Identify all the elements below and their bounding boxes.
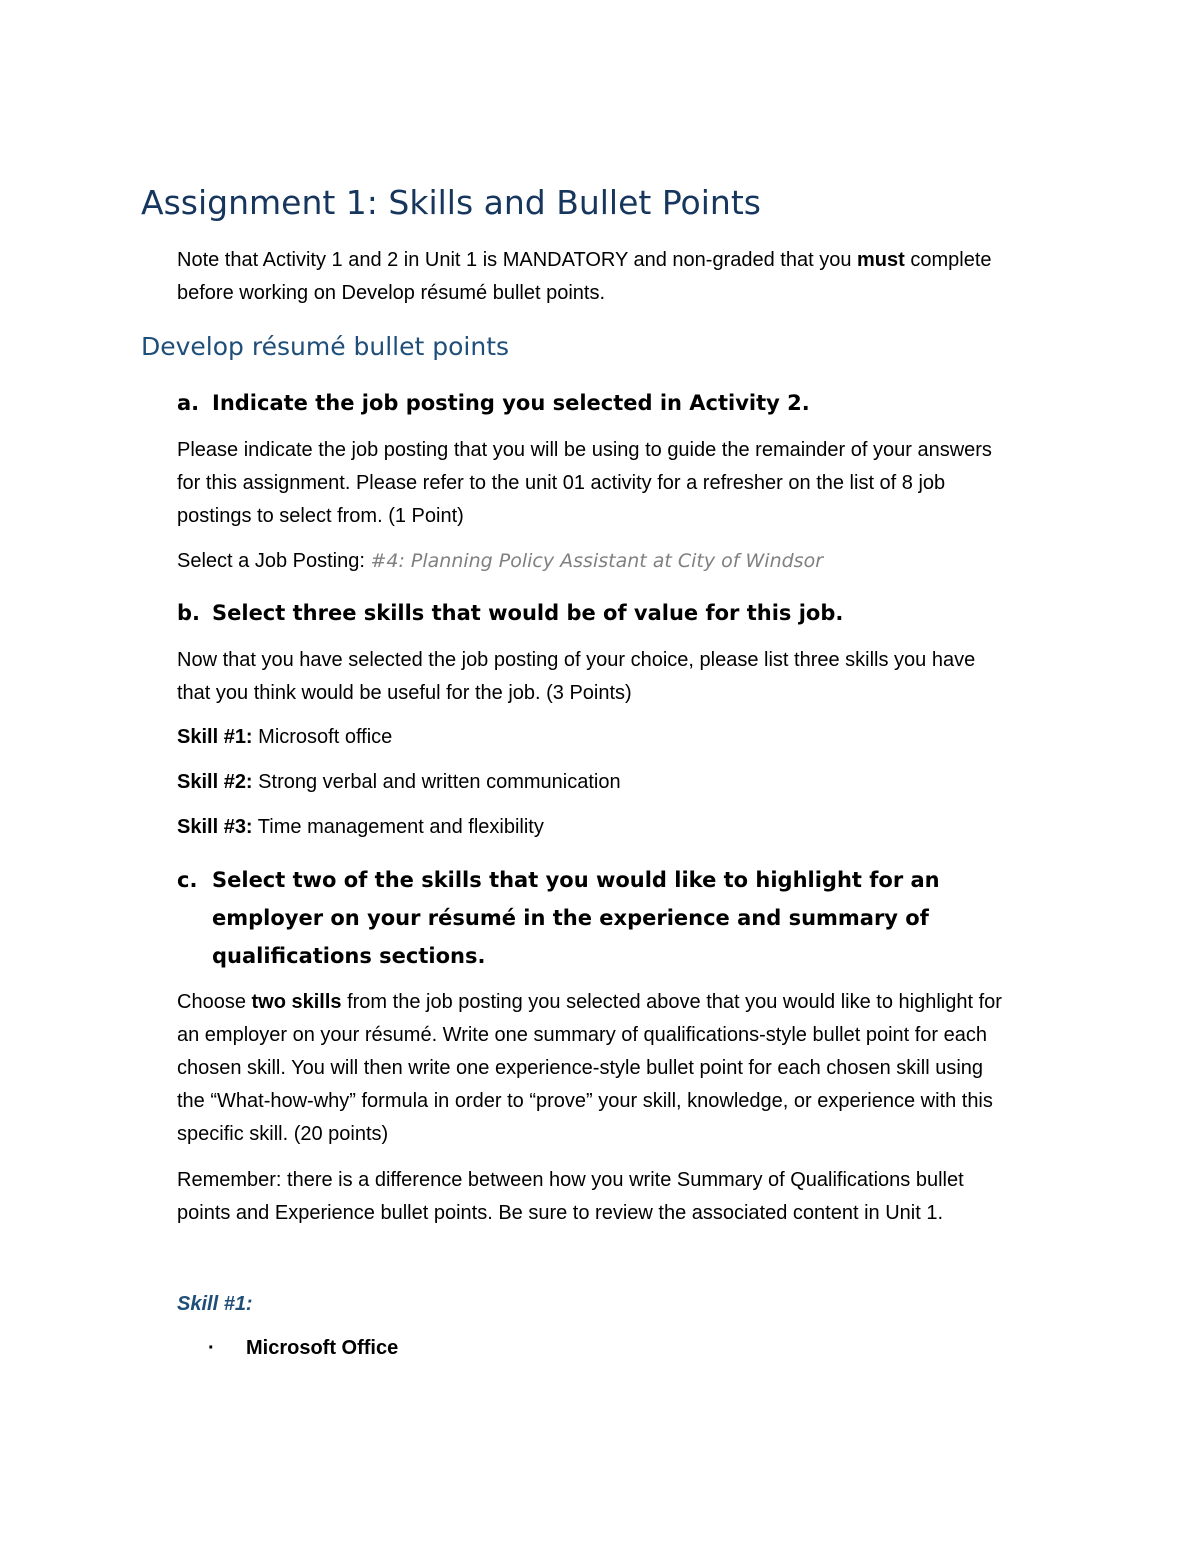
instructions-text-2: from the job posting you selected above that you would like to highlight for an employer on your résumé. Write one summary of qualifications-style bullet point for each chosen skill. You will then write one experience-style bullet point for each chosen skill using the “What-how-why” formula in order to “prove” your skill, knowledge, or experience with this specific skill. (20 points) (177, 991, 1002, 1145)
document-title: Assignment 1: Skills and Bullet Points (141, 183, 761, 222)
skill-1-row (177, 721, 392, 754)
question-c-instructions (177, 986, 1007, 1151)
question-b-text: Select three skills that would be of value for this job. (212, 601, 844, 625)
question-b-instructions: Now that you have selected the job posting of your choice, please list three skills you have that you think would be useful for the job. (3 Points) (177, 649, 976, 704)
skill-1-label: Skill #1: (177, 726, 253, 748)
instructions-text-1: Choose (177, 991, 252, 1013)
note-text-1: Note that Activity 1 and 2 in Unit 1 is MANDATORY and non-graded that you (177, 249, 857, 271)
skill-2-row (177, 766, 621, 799)
skill-2-label: Skill #2: (177, 771, 253, 793)
reminder-text: Remember: there is a difference between how you write Summary of Qualifications bullet points and Experience bullet points. Be sure to review the associated content in Unit 1. (177, 1169, 964, 1224)
question-c-letter: c. (177, 868, 198, 892)
question-b-heading (177, 594, 972, 632)
skill-3-value: Time management and flexibility (252, 816, 544, 838)
question-c-heading (177, 861, 972, 975)
bullet-icon: · (208, 1337, 215, 1359)
question-a-text: Indicate the job posting you selected in Activity 2. (212, 391, 810, 415)
question-b-letter: b. (177, 601, 201, 625)
question-a-instructions: Please indicate the job posting that you will be using to guide the remainder of your answers for this assignment. Please refer to the unit 01 activity for a refresher on the list of 8 job postings to select from. (1 Point) (177, 439, 992, 527)
skill-3-label: Skill #3: (177, 816, 253, 838)
bullet-item-text: Microsoft Office (246, 1337, 399, 1359)
job-posting-label: Select a Job Posting: (177, 550, 371, 572)
section-heading: Develop résumé bullet points (141, 332, 510, 361)
question-c-text: Select two of the skills that you would like to highlight for an employer on your résumé in the experience and summary of qualifications sections. (212, 868, 940, 968)
mandatory-note (177, 244, 1007, 310)
note-text-2: complete before working on Develop résumé bullet points. (177, 249, 992, 304)
job-posting-selection (177, 545, 823, 578)
instructions-emphasis: two skills (251, 991, 342, 1013)
question-a-letter: a. (177, 391, 200, 415)
skill-1-subheading: Skill #1: (177, 1293, 253, 1315)
job-posting-answer: #4: Planning Policy Assistant at City of Windsor (370, 550, 824, 572)
skill-3-row (177, 811, 544, 844)
question-a-heading (177, 384, 972, 422)
note-emphasis: must (857, 249, 905, 271)
bullet-list-item (208, 1333, 398, 1363)
skill-1-value: Microsoft office (252, 726, 393, 748)
skill-2-value: Strong verbal and written communication (252, 771, 621, 793)
